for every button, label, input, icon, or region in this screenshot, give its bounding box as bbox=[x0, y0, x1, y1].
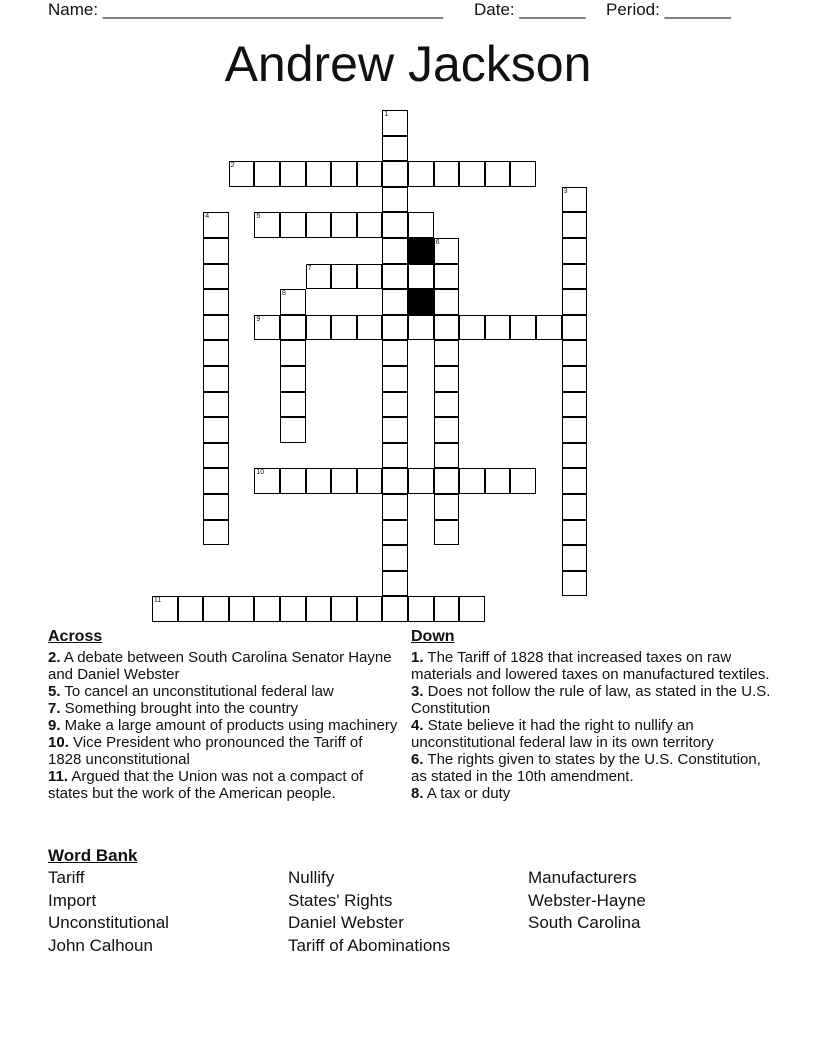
grid-cell[interactable] bbox=[382, 212, 408, 238]
grid-cell[interactable] bbox=[280, 315, 306, 341]
grid-cell[interactable] bbox=[331, 468, 357, 494]
date-field[interactable]: Date: _______ bbox=[474, 0, 586, 19]
grid-cell[interactable] bbox=[357, 161, 383, 187]
grid-cell[interactable] bbox=[382, 161, 408, 187]
grid-cell[interactable] bbox=[178, 596, 204, 622]
grid-cell[interactable] bbox=[229, 596, 255, 622]
clue-item-number: 8. bbox=[411, 785, 424, 802]
across-heading: Across bbox=[48, 628, 103, 645]
word-bank-heading: Word Bank bbox=[48, 846, 138, 865]
grid-cell[interactable] bbox=[434, 520, 460, 546]
word-bank-item: Import bbox=[48, 890, 97, 910]
grid-cell[interactable] bbox=[203, 212, 229, 238]
clue-item bbox=[48, 768, 398, 802]
grid-cell[interactable] bbox=[357, 468, 383, 494]
down-heading: Down bbox=[411, 628, 455, 645]
grid-cell[interactable] bbox=[382, 238, 408, 264]
grid-cell[interactable] bbox=[152, 596, 178, 622]
grid-cell[interactable] bbox=[331, 596, 357, 622]
clue-item bbox=[48, 717, 398, 734]
grid-cell[interactable] bbox=[459, 315, 485, 341]
grid-cell[interactable] bbox=[306, 161, 332, 187]
grid-cell[interactable] bbox=[485, 161, 511, 187]
grid-cell[interactable] bbox=[306, 596, 332, 622]
grid-cell[interactable] bbox=[229, 161, 255, 187]
period-field[interactable]: Period: _______ bbox=[606, 0, 731, 19]
grid-cell[interactable] bbox=[562, 340, 588, 366]
grid-cell[interactable] bbox=[382, 187, 408, 213]
grid-cell[interactable] bbox=[434, 468, 460, 494]
clue-number: 2 bbox=[230, 162, 235, 170]
grid-cell[interactable] bbox=[562, 520, 588, 546]
grid-cell[interactable] bbox=[408, 468, 434, 494]
grid-cell[interactable] bbox=[485, 468, 511, 494]
grid-cell[interactable] bbox=[562, 315, 588, 341]
grid-cell[interactable] bbox=[510, 315, 536, 341]
grid-cell[interactable] bbox=[562, 571, 588, 597]
grid-cell[interactable] bbox=[306, 264, 332, 290]
grid-cell[interactable] bbox=[382, 136, 408, 162]
clue-item-number: 3. bbox=[411, 683, 424, 700]
grid-cell[interactable] bbox=[562, 392, 588, 418]
grid-cell[interactable] bbox=[434, 443, 460, 469]
grid-cell[interactable] bbox=[382, 443, 408, 469]
grid-cell[interactable] bbox=[382, 340, 408, 366]
grid-cell[interactable] bbox=[203, 417, 229, 443]
grid-cell[interactable] bbox=[562, 468, 588, 494]
down-clues bbox=[411, 628, 776, 802]
grid-cell[interactable] bbox=[382, 264, 408, 290]
grid-cell[interactable] bbox=[382, 392, 408, 418]
grid-cell[interactable] bbox=[357, 315, 383, 341]
grid-cell[interactable] bbox=[434, 494, 460, 520]
grid-cell[interactable] bbox=[434, 392, 460, 418]
grid-cell[interactable] bbox=[562, 212, 588, 238]
grid-cell[interactable] bbox=[562, 289, 588, 315]
grid-cell[interactable] bbox=[536, 315, 562, 341]
grid-cell[interactable] bbox=[459, 468, 485, 494]
clue-item-number: 10. bbox=[48, 734, 69, 751]
grid-cell[interactable] bbox=[434, 161, 460, 187]
grid-cell[interactable] bbox=[203, 443, 229, 469]
clue-item-number: 4. bbox=[411, 717, 424, 734]
grid-cell[interactable] bbox=[408, 161, 434, 187]
clue-item bbox=[411, 751, 776, 785]
grid-cell[interactable] bbox=[203, 264, 229, 290]
grid-cell[interactable] bbox=[203, 392, 229, 418]
clue-item-text: State believe it had the right to nullify an unconstitutional federal law in its own territory bbox=[411, 717, 714, 751]
grid-cell[interactable] bbox=[434, 417, 460, 443]
grid-cell[interactable] bbox=[434, 340, 460, 366]
grid-cell[interactable] bbox=[331, 212, 357, 238]
clue-item-number: 6. bbox=[411, 751, 424, 768]
grid-cell[interactable] bbox=[203, 238, 229, 264]
grid-cell[interactable] bbox=[485, 315, 511, 341]
clue-item-number: 7. bbox=[48, 700, 61, 717]
clue-number: 3 bbox=[563, 187, 568, 195]
clue-item-text: Argued that the Union was not a compact of states but the work of the American people. bbox=[48, 768, 364, 802]
clue-number: 5 bbox=[256, 213, 261, 221]
grid-cell[interactable] bbox=[280, 366, 306, 392]
grid-cell[interactable] bbox=[203, 289, 229, 315]
word-bank-item: John Calhoun bbox=[48, 936, 153, 956]
grid-cell[interactable] bbox=[562, 417, 588, 443]
grid-cell[interactable] bbox=[434, 315, 460, 341]
grid-cell[interactable] bbox=[434, 264, 460, 290]
clue-number: 11 bbox=[154, 597, 162, 605]
grid-cell[interactable] bbox=[459, 161, 485, 187]
grid-cell[interactable] bbox=[357, 212, 383, 238]
word-bank-item: Nullify bbox=[288, 868, 335, 887]
clue-number: 4 bbox=[205, 213, 210, 221]
grid-cell[interactable] bbox=[408, 596, 434, 622]
clue-item-text: A debate between South Carolina Senator Hayne and Daniel Webster bbox=[48, 649, 392, 683]
grid-cell[interactable] bbox=[562, 366, 588, 392]
grid-cell[interactable] bbox=[254, 212, 280, 238]
clue-item-number: 9. bbox=[48, 717, 61, 734]
clue-item-number: 11. bbox=[48, 768, 69, 785]
clue-item-text: Vice President who pronounced the Tariff of 1828 unconstitutional bbox=[48, 734, 363, 768]
grid-cell[interactable] bbox=[357, 596, 383, 622]
grid-cell[interactable] bbox=[203, 468, 229, 494]
grid-cell[interactable] bbox=[434, 366, 460, 392]
grid-cell[interactable] bbox=[203, 520, 229, 546]
clue-item-text: Something brought into the country bbox=[60, 700, 299, 717]
grid-cell[interactable] bbox=[382, 468, 408, 494]
name-field[interactable]: Name: ____________________________________ bbox=[48, 0, 444, 19]
grid-cell[interactable] bbox=[254, 161, 280, 187]
grid-cell[interactable] bbox=[203, 366, 229, 392]
grid-cell[interactable] bbox=[280, 212, 306, 238]
grid-cell[interactable] bbox=[306, 212, 332, 238]
clue-item-text: A tax or duty bbox=[423, 785, 511, 802]
grid-cell[interactable] bbox=[562, 238, 588, 264]
grid-cell[interactable] bbox=[434, 238, 460, 264]
clue-number: 6 bbox=[435, 239, 440, 246]
grid-cell[interactable] bbox=[280, 596, 306, 622]
clue-item-text: To cancel an unconstitutional federal law bbox=[60, 683, 334, 700]
clue-item bbox=[48, 734, 398, 768]
clue-item bbox=[411, 717, 776, 751]
clue-item-text: Make a large amount of products using machinery bbox=[60, 717, 398, 734]
grid-cell[interactable] bbox=[382, 315, 408, 341]
grid-cell[interactable] bbox=[280, 161, 306, 187]
clue-number: 8 bbox=[282, 290, 286, 298]
clue-item bbox=[411, 649, 776, 683]
grid-cell[interactable] bbox=[203, 494, 229, 520]
word-bank-item: South Carolina bbox=[528, 913, 641, 933]
header bbox=[48, 0, 768, 22]
word-bank-item: Daniel Webster bbox=[288, 913, 404, 933]
grid-cell[interactable] bbox=[408, 264, 434, 290]
grid-cell[interactable] bbox=[408, 315, 434, 341]
word-bank-item: Tariff bbox=[48, 868, 85, 887]
grid-cell[interactable] bbox=[382, 417, 408, 443]
grid-cell[interactable] bbox=[254, 315, 280, 341]
clue-number: 1 bbox=[384, 111, 389, 118]
word-bank-item: Unconstitutional bbox=[48, 913, 169, 933]
grid-cell[interactable] bbox=[562, 264, 588, 290]
grid-cell[interactable] bbox=[203, 340, 229, 366]
word-bank-item: Tariff of Abominations bbox=[288, 936, 451, 956]
grid-cell[interactable] bbox=[434, 289, 460, 315]
clue-number: 10 bbox=[256, 469, 265, 477]
black-cell bbox=[408, 289, 434, 315]
clue-item bbox=[48, 683, 398, 700]
grid-cell[interactable] bbox=[357, 264, 383, 290]
grid-cell[interactable] bbox=[331, 315, 357, 341]
clue-item-number: 1. bbox=[411, 649, 424, 666]
grid-cell[interactable] bbox=[306, 468, 332, 494]
grid-cell[interactable] bbox=[562, 443, 588, 469]
clue-item-number: 2. bbox=[48, 649, 61, 666]
grid-cell[interactable] bbox=[382, 494, 408, 520]
word-bank-item: States' Rights bbox=[288, 890, 393, 910]
grid-cell[interactable] bbox=[510, 161, 536, 187]
grid-cell[interactable] bbox=[510, 468, 536, 494]
clue-item-text: The Tariff of 1828 that increased taxes on raw materials and lowered taxes on manufactured textiles. bbox=[411, 649, 770, 683]
clue-item bbox=[411, 785, 776, 802]
grid-cell[interactable] bbox=[280, 289, 306, 315]
grid-cell[interactable] bbox=[382, 110, 408, 136]
grid-cell[interactable] bbox=[408, 212, 434, 238]
grid-cell[interactable] bbox=[254, 468, 280, 494]
grid-cell[interactable] bbox=[382, 520, 408, 546]
clue-number: 7 bbox=[307, 264, 312, 272]
grid-cell[interactable] bbox=[382, 545, 408, 571]
grid-cell[interactable] bbox=[280, 468, 306, 494]
grid-cell[interactable] bbox=[306, 315, 332, 341]
clue-number: 9 bbox=[256, 315, 261, 323]
clue-item bbox=[48, 649, 398, 683]
grid-cell[interactable] bbox=[331, 264, 357, 290]
grid-cell[interactable] bbox=[562, 187, 588, 213]
grid-cell[interactable] bbox=[459, 596, 485, 622]
grid-cell[interactable] bbox=[562, 545, 588, 571]
black-cell bbox=[408, 238, 434, 264]
page-title: Andrew Jackson bbox=[224, 36, 592, 92]
grid-cell[interactable] bbox=[280, 417, 306, 443]
clue-item bbox=[411, 683, 776, 717]
grid-cell[interactable] bbox=[382, 571, 408, 597]
grid-cell[interactable] bbox=[382, 596, 408, 622]
clue-item-text: Does not follow the rule of law, as stated in the U.S. Constitution bbox=[411, 683, 771, 717]
grid-cell[interactable] bbox=[382, 366, 408, 392]
grid-cell[interactable] bbox=[382, 289, 408, 315]
grid-cell[interactable] bbox=[280, 392, 306, 418]
word-bank-item: Webster-Hayne bbox=[528, 890, 646, 910]
word-bank-item: Manufacturers bbox=[528, 868, 637, 887]
clue-item-number: 5. bbox=[48, 683, 61, 700]
grid-cell[interactable] bbox=[280, 340, 306, 366]
grid-cell[interactable] bbox=[562, 494, 588, 520]
across-clues bbox=[48, 628, 398, 802]
clue-item-text: The rights given to states by the U.S. Constitution, as stated in the 10th amendment. bbox=[411, 751, 761, 785]
grid-cell[interactable] bbox=[254, 596, 280, 622]
clue-item bbox=[48, 700, 398, 717]
grid-cell[interactable] bbox=[434, 596, 460, 622]
grid-cell[interactable] bbox=[203, 315, 229, 341]
grid-cell[interactable] bbox=[331, 161, 357, 187]
grid-cell[interactable] bbox=[203, 596, 229, 622]
